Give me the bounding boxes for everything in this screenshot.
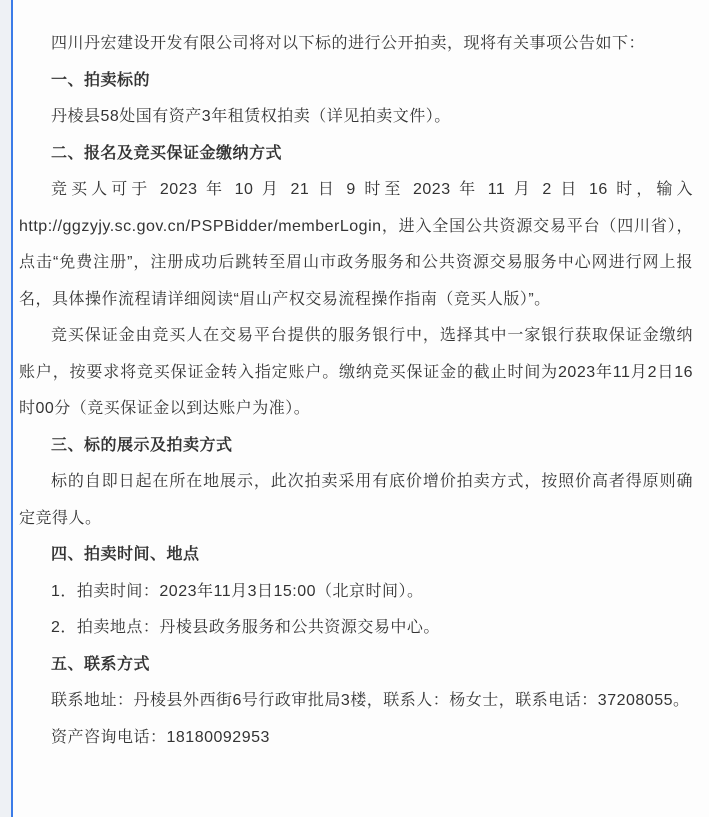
section-3-heading: 三、标的展示及拍卖方式 bbox=[51, 436, 233, 454]
section-2-heading: 二、报名及竞买保证金缴纳方式 bbox=[51, 144, 283, 162]
section-2-paragraph-2: 竞买保证金由竞买人在交易平台提供的服务银行中，选择其中一家银行获取保证金缴纳账户，按要求将竞买保证金转入指定账户。缴纳竞买保证金的截止时间为2023年11月2日16时00分（竞买保证金以到达账户为准）。 bbox=[19, 327, 693, 417]
section-4-paragraph-2: 2．拍卖地点：丹棱县政务服务和公共资源交易中心。 bbox=[51, 619, 440, 636]
section-1-paragraph-1: 丹棱县58处国有资产3年租赁权拍卖（详见拍卖文件）。 bbox=[51, 108, 451, 125]
section-5-paragraph-1: 联系地址：丹棱县外西街6号行政审批局3楼，联系人：杨女士，联系电话：37208055。 bbox=[51, 692, 690, 709]
section-3-paragraph-1: 标的自即日起在所在地展示，此次拍卖采用有底价增价拍卖方式，按照价高者得原则确定竞得人。 bbox=[19, 473, 693, 527]
section-5-heading: 五、联系方式 bbox=[51, 655, 151, 673]
page-left-margin-strip bbox=[0, 0, 11, 817]
announcement-body bbox=[13, 0, 709, 817]
section-4-heading: 四、拍卖时间、地点 bbox=[51, 546, 200, 563]
section-4-paragraph-1: 1．拍卖时间：2023年11月3日15:00（北京时间）。 bbox=[51, 582, 424, 600]
section-1-heading: 一、拍卖标的 bbox=[51, 71, 151, 89]
section-2-paragraph-1: 竞买人可于 2023 年 10 月 21 日 9 时至 2023 年 11 月 2 日 16 时，输入http://ggzyjy.sc.gov.cn/PSPBidder/memberLogin，进入全国公共资源交易平台（四川省），点击“免费注册”，注册成功后跳转至眉山市政务服务和公共资源交易服务中心网进行网上报名，具体操作流程请详细阅读“眉山产权交易流程操作指南（竞买人版）”。 bbox=[19, 181, 693, 308]
intro-paragraph: 四川丹宏建设开发有限公司将对以下标的进行公开拍卖，现将有关事项公告如下： bbox=[51, 35, 646, 52]
section-5-paragraph-2: 资产咨询电话：18180092953 bbox=[51, 728, 270, 746]
